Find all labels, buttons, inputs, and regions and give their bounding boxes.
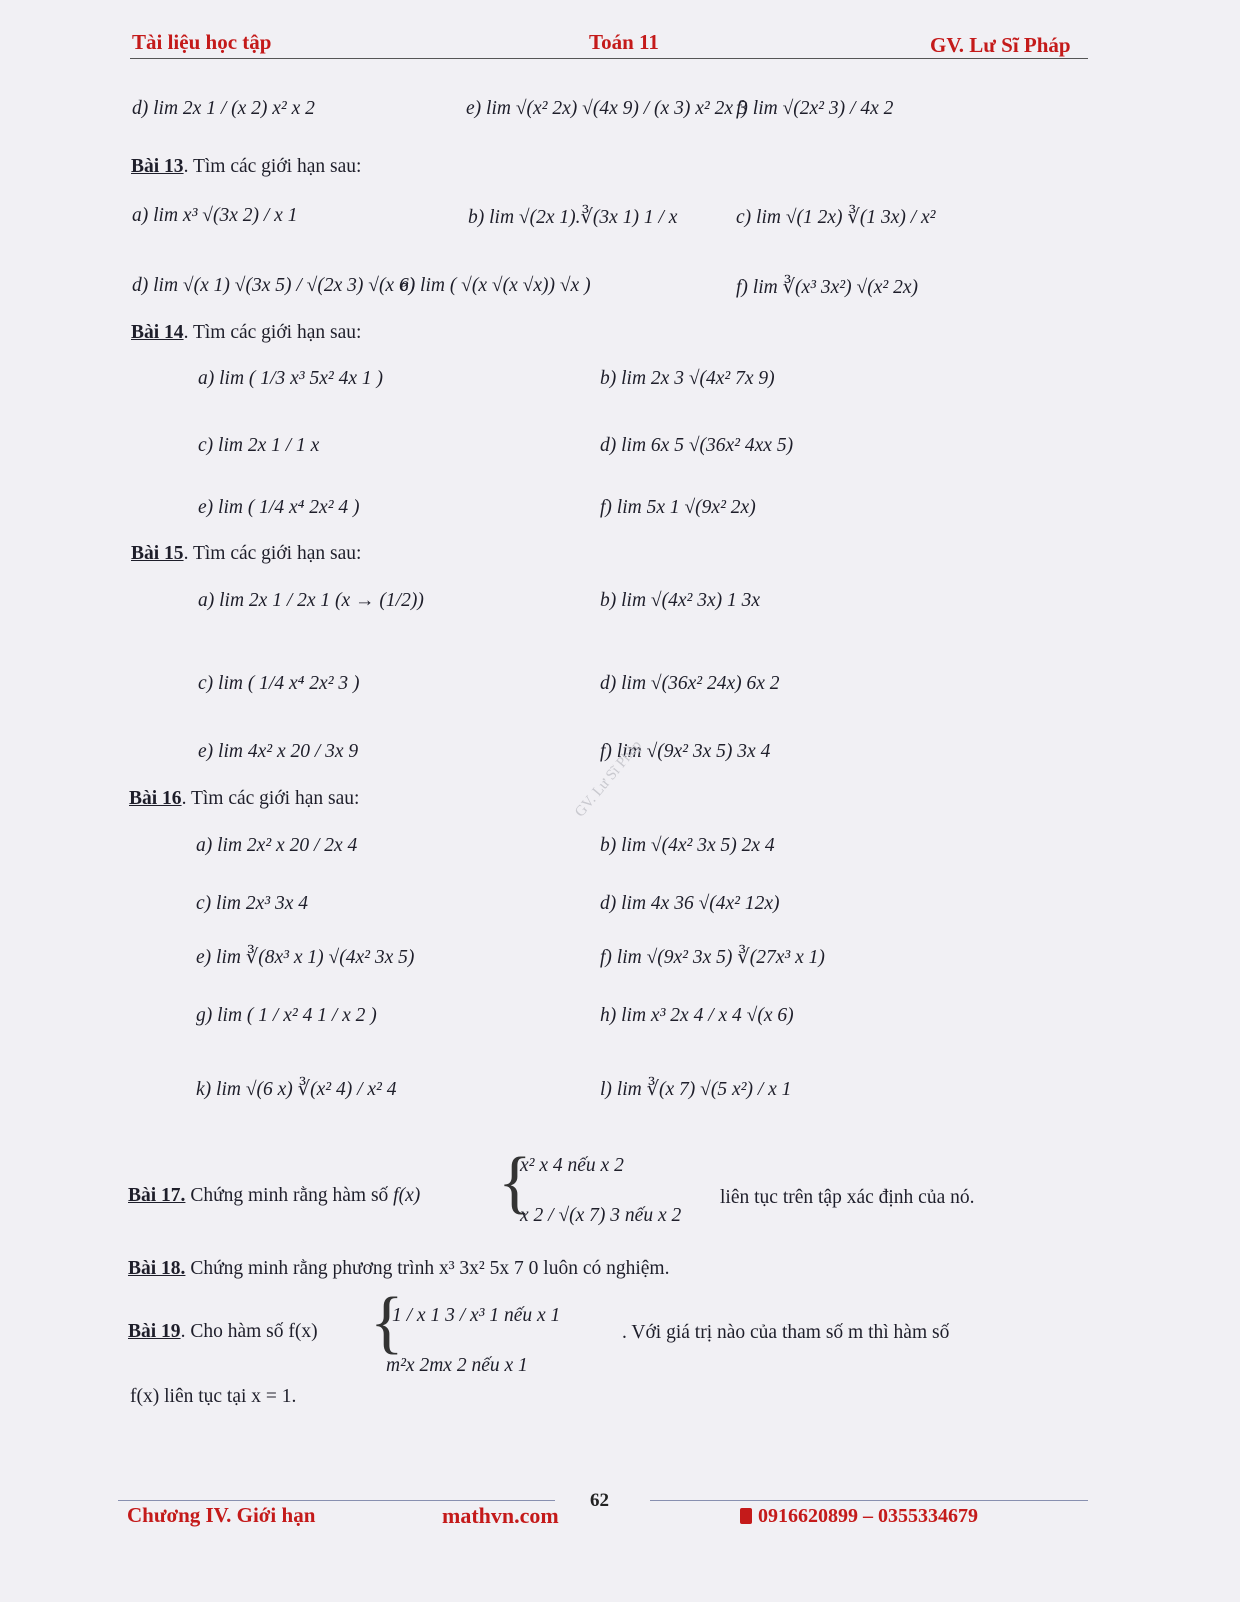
bai19-case2: m²x 2mx 2 nếu x 1 (386, 1355, 528, 1376)
page-number: 62 (590, 1490, 609, 1511)
bai17-text-before: Chứng minh rằng hàm số (185, 1185, 394, 1206)
bai15-item-f: f) lim √(9x² 3x 5) 3x 4 (600, 741, 771, 762)
footer-phone-number: 0916620899 – 0355334679 (758, 1505, 978, 1527)
bai16-item-f: f) lim √(9x² 3x 5) ∛(27x³ x 1) (600, 947, 825, 968)
bai13-item-a: a) lim x³ √(3x 2) / x 1 (132, 205, 298, 226)
cont-item-f: f) lim √(2x² 3) / 4x 2 (736, 98, 894, 119)
footer-chapter: Chương IV. Giới hạn (127, 1503, 316, 1527)
bai18-text (128, 1258, 669, 1280)
bai15-intro: . Tìm các giới hạn sau: (183, 543, 362, 564)
header-center: Toán 11 (589, 30, 659, 54)
bai15-item-d: d) lim √(36x² 24x) 6x 2 (600, 673, 780, 694)
bai15-item-e: e) lim 4x² x 20 / 3x 9 (198, 741, 359, 762)
bai19-text-before: . Cho hàm số f(x) (180, 1321, 318, 1342)
bai19-case1: 1 / x 1 3 / x³ 1 nếu x 1 (392, 1305, 561, 1326)
bai18-title: Bài 18. (128, 1258, 186, 1279)
bai17-title: Bài 17. (128, 1185, 186, 1206)
bai16-item-a: a) lim 2x² x 20 / 2x 4 (196, 835, 358, 856)
bai16-heading (129, 788, 359, 810)
footer-rule-left (118, 1500, 555, 1501)
bai15-item-a: a) lim 2x 1 / 2x 1 (x → (1/2)) (198, 590, 424, 611)
footer-site: mathvn.com (442, 1503, 559, 1528)
cont-item-d: d) lim 2x 1 / (x 2) x² x 2 (132, 98, 315, 119)
bai13-item-e: e) lim ( √(x √(x √x)) √x ) (400, 275, 591, 296)
bai15-item-c: c) lim ( 1/4 x⁴ 2x² 3 ) (198, 673, 360, 694)
bai14-item-c: c) lim 2x 1 / 1 x (198, 435, 320, 456)
bai19-text (128, 1321, 318, 1343)
bai13-intro: . Tìm các giới hạn sau: (183, 156, 362, 177)
bai17-case2: x 2 / √(x 7) 3 nếu x 2 (520, 1205, 682, 1226)
bai16-item-k: k) lim √(6 x) ∛(x² 4) / x² 4 (196, 1079, 397, 1100)
bai18-body: Chứng minh rằng phương trình x³ 3x² 5x 7 0 luôn có nghiệm. (185, 1258, 670, 1279)
bai19-text-after: . Với giá trị nào của tham số m thì hàm số (622, 1322, 950, 1343)
bai16-intro: . Tìm các giới hạn sau: (181, 788, 360, 809)
bai16-title: Bài 16 (129, 788, 182, 809)
bai14-heading (131, 322, 361, 344)
footer-rule-right (650, 1500, 1088, 1501)
bai13-title: Bài 13 (131, 156, 184, 177)
bai16-item-l: l) lim ∛(x 7) √(5 x²) / x 1 (600, 1079, 792, 1100)
bai14-item-d: d) lim 6x 5 √(36x² 4xx 5) (600, 435, 794, 456)
header-right: GV. Lư Sĩ Pháp (930, 33, 1071, 57)
bai16-item-h: h) lim x³ 2x 4 / x 4 √(x 6) (600, 1005, 794, 1026)
bai17-brace: { (498, 1144, 532, 1221)
header-rule (130, 58, 1088, 59)
footer-phone (740, 1505, 978, 1528)
bai19-brace: { (370, 1284, 404, 1361)
bai14-intro: . Tìm các giới hạn sau: (183, 322, 362, 343)
cont-item-e: e) lim √(x² 2x) √(4x 9) / (x 3) x² 2x 3 (466, 98, 748, 119)
bai19-title: Bài 19 (128, 1321, 181, 1342)
bai14-title: Bài 14 (131, 322, 184, 343)
bai15-title: Bài 15 (131, 543, 184, 564)
bai16-item-d: d) lim 4x 36 √(4x² 12x) (600, 893, 780, 914)
bai14-item-f: f) lim 5x 1 √(9x² 2x) (600, 497, 756, 518)
bai16-item-e: e) lim ∛(8x³ x 1) √(4x² 3x 5) (196, 947, 415, 968)
bai14-item-a: a) lim ( 1/3 x³ 5x² 4x 1 ) (198, 368, 383, 389)
bai13-item-f: f) lim ∛(x³ 3x²) √(x² 2x) (736, 277, 918, 298)
phone-icon (740, 1508, 752, 1524)
bai17-text (128, 1185, 420, 1207)
bai13-item-b: b) lim √(2x 1).∛(3x 1) 1 / x (468, 207, 678, 228)
bai15-item-b: b) lim √(4x² 3x) 1 3x (600, 590, 761, 611)
bai13-item-d: d) lim √(x 1) √(3x 5) / √(2x 3) √(x 6) (132, 275, 416, 296)
bai13-heading (131, 156, 361, 178)
bai16-item-c: c) lim 2x³ 3x 4 (196, 893, 308, 914)
bai15-heading (131, 543, 361, 565)
bai17-case1: x² x 4 nếu x 2 (520, 1155, 624, 1176)
bai19-line2: f(x) liên tục tại x = 1. (130, 1386, 297, 1407)
bai16-item-b: b) lim √(4x² 3x 5) 2x 4 (600, 835, 775, 856)
header-left: Tài liệu học tập (132, 30, 272, 54)
bai13-item-c: c) lim √(1 2x) ∛(1 3x) / x² (736, 207, 936, 228)
bai16-item-g: g) lim ( 1 / x² 4 1 / x 2 ) (196, 1005, 377, 1026)
bai17-fx: f(x) (393, 1185, 421, 1206)
bai17-text-after: liên tục trên tập xác định của nó. (720, 1187, 975, 1208)
bai14-item-b: b) lim 2x 3 √(4x² 7x 9) (600, 368, 775, 389)
watermark: GV. Lư Sĩ Pháp (572, 737, 646, 821)
bai14-item-e: e) lim ( 1/4 x⁴ 2x² 4 ) (198, 497, 360, 518)
